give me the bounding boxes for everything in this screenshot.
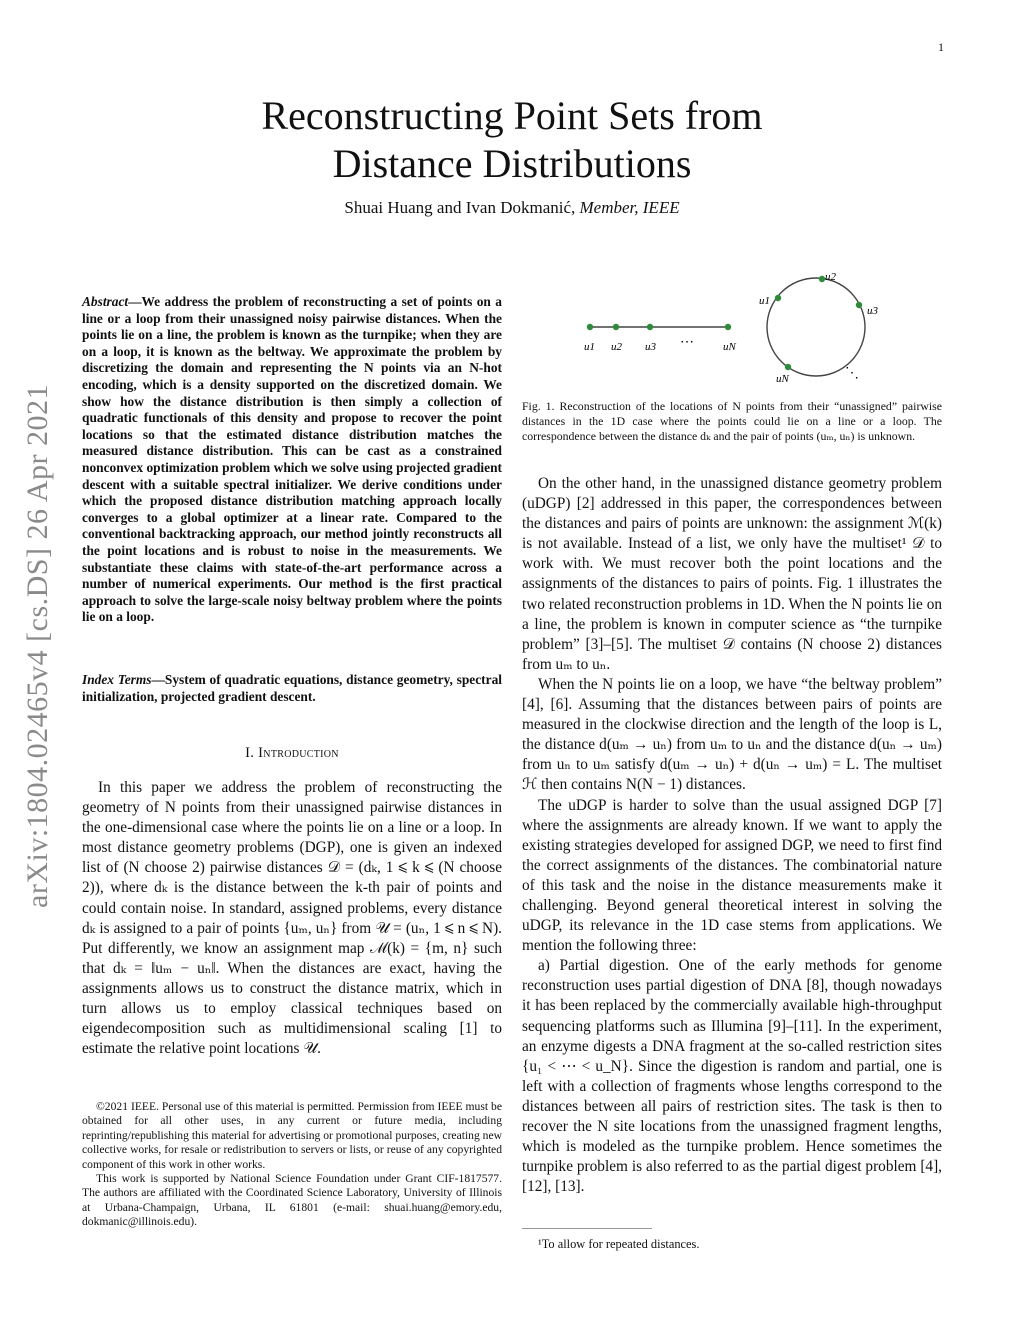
figure-caption: Fig. 1. Reconstruction of the locations of N points from their “unassigned” pairwise distances in the 1D case where the points could lie on a line or a loop. The correspondence between the distance dₖ and the pair of points (uₘ, uₙ) is unknown. — [522, 399, 942, 443]
section-number: I. — [245, 745, 255, 761]
line-label: ⋯ — [680, 335, 694, 350]
line-label: u2 — [611, 341, 622, 353]
title-line-2: Distance Distributions — [332, 141, 692, 186]
loop-point-u1 — [775, 295, 781, 301]
index-terms — [82, 672, 502, 705]
title-line-1: Reconstructing Point Sets from — [261, 93, 763, 138]
right-column-body — [522, 474, 942, 1197]
arxiv-identifier: arXiv:1804.02465v4 [cs.DS] 26 Apr 2021 — [21, 384, 54, 908]
section-heading — [82, 745, 502, 762]
index-text: —System of quadratic equations, distance geometry, spectral initialization, projected gradient descent. — [82, 672, 503, 704]
abstract — [82, 294, 502, 626]
abstract-lead: Abstract — [82, 294, 129, 309]
index-lead: Index Terms — [82, 672, 152, 687]
paragraph: The uDGP is harder to solve than the usual assigned DGP [7] where the assignments are already known. If we want to apply the existing strategies developed for assigned DGP, we need to first find the correct assignments of the distances. The combinatorial nature of this task and the noise in the distance measurements make it challenging. Beyond general theoretical interest in solving the uDGP, its relevance in the 1D case stems from applications. We mention the following three: — [522, 796, 942, 955]
line-point-u3 — [647, 324, 653, 330]
support-text: This work is supported by National Science Foundation under Grant CIF-1817577. The authors are affiliated with the Coordinated Science Laboratory, University of Illinois at Urbana-Champaign, Urbana, IL 61801 (e-mail: shuai.huang@emory.edu, dokmanic@illinois.edu). — [82, 1172, 502, 1229]
author-names: Shuai Huang and Ivan Dokmanić, — [344, 198, 576, 217]
footnote-rule — [522, 1228, 652, 1229]
loop-point-u3 — [856, 302, 862, 308]
loop-label: u2 — [825, 271, 836, 283]
paragraph: On the other hand, in the unassigned distance geometry problem (uDGP) [2] addressed in this paper, the correspondences between the distances and pairs of points are unknown: the assignment ℳ(k) is not available. Instead of a list, we only have the multiset¹ 𝒟 to work with. We must recover both the point locations and the assignments of the distances to pairs of points. Fig. 1 illustrates the two related reconstruction problems in 1D. When the N points lie on a line, the problem is known in computer science as “the turnpike problem” [3]–[5]. The multiset 𝒟 contains (N choose 2) distances from uₘ to uₙ. — [522, 475, 942, 673]
author-role: Member, IEEE — [579, 198, 680, 217]
paper-title — [0, 92, 1024, 188]
line-label: u1 — [584, 341, 595, 353]
line-label: u3 — [645, 341, 656, 353]
figure-1 — [522, 260, 942, 395]
page-number: 1 — [938, 40, 944, 54]
introduction-body — [82, 778, 502, 1059]
loop-label: u3 — [867, 305, 878, 317]
loop-circle — [767, 278, 865, 376]
paragraph: When the N points lie on a loop, we have “the beltway problem” [4], [6]. Assuming that the distances between pairs of points are measured in the clockwise direction and the length of the loop is L, the distance d(uₘ → uₙ) from uₘ to uₙ and the distance d(uₙ → uₘ) from uₙ to uₘ satisfy d(uₘ → uₙ) + d(uₙ → uₘ) = L. The multiset ℋ then contains N(N − 1) distances. — [522, 675, 942, 794]
footnote: ¹To allow for repeated distances. — [538, 1237, 700, 1251]
line-point-u2 — [613, 324, 619, 330]
copyright-text: ©2021 IEEE. Personal use of this material is permitted. Permission from IEEE must be obtained for all other uses, in any current or future media, including reprinting/republishing this material for advertising or promotional purposes, creating new collective works, for resale or redistribution to servers or lists, or reuse of any copyrighted component of this work in other works. — [82, 1100, 502, 1171]
intro-paragraph: In this paper we address the problem of reconstructing the geometry of N points from their unassigned pairwise distances in the one-dimensional case where the points lie on a line or a loop. In most distance geometry problems (DGP), one is given an indexed list of (N choose 2) pairwise distances 𝒟 = (dₖ, 1 ⩽ k ⩽ (N choose 2)), where dₖ is the distance between the k-th pair of points and could contain noise. In standard, assigned problems, every distance dₖ is assigned to a pair of points {uₘ, uₙ} from 𝒰 = (uₙ, 1 ⩽ n ⩽ N). Put differently, we know an assignment map ℳ(k) = {m, n} such that dₖ = ‖uₘ − uₙ‖. When the distances are exact, having the assignments allows us to construct the distance matrix, which in turn allows us to employ classical techniques based on eigendecomposition such as multidimensional scaling [1] to estimate the relative point locations 𝒰. — [82, 779, 502, 1058]
loop-point-uN — [785, 364, 791, 370]
abstract-text: —We address the problem of reconstructing a set of points on a line or a loop from their unassigned noisy pairwise distances. When the points lie on a line, the problem is known as the turnpike; when they are on a loop, it is known as the beltway. We approximate the problem by discretizing the domain and representing the N points via an N-hot encoding, which is a density supported on the discretized domain. We show how the distance distribution is then simply a collection of quadratic functionals of this density and propose to recover the point locations so that the estimated distance distribution matches the measured distance distribution. This can be cast as a constrained nonconvex optimization problem which we solve using projected gradient descent with a suitable spectral initializer. We derive conditions under which the proposed distance distribution matching approach locally converges to a global optimizer at a linear rate. Compared to the conventional backtracking approach, our method jointly reconstructs all the point locations and is robust to noise in the measurements. We substantiate these claims with state-of-the-art performance across a number of numerical experiments. Our method is the first practical approach to solve the large-scale noisy beltway problem where the points lie on a loop. — [82, 294, 502, 625]
line-point-uN — [725, 324, 731, 330]
loop-label: ⋱ — [845, 366, 859, 381]
author-line — [0, 198, 1024, 218]
copyright-footnote — [82, 1100, 502, 1230]
line-label: uN — [723, 341, 736, 353]
paragraph: a) Partial digestion. One of the early methods for genome reconstruction uses partial digestion of DNA [8], though nowadays it has been replaced by the commercially available high-throughput sequencing platforms such as Illumina [9]–[11]. In the experiment, an enzyme digests a DNA fragment at the so-called restriction sites {u₁ < ⋯ < u_N}. Since the digestion is random and partial, one is left with a collection of fragments whose lengths correspond to the distances between all pairs of restriction sites. The task is then to recover the N site locations from the unassigned fragment lengths, which is modeled as the turnpike problem. Hence sometimes the turnpike problem is also referred to as the partial digest problem [4], [12], [13]. — [522, 957, 942, 1196]
loop-label: uN — [776, 373, 789, 385]
section-title: Introduction — [258, 745, 339, 761]
loop-label: u1 — [759, 295, 770, 307]
line-point-u1 — [587, 324, 593, 330]
